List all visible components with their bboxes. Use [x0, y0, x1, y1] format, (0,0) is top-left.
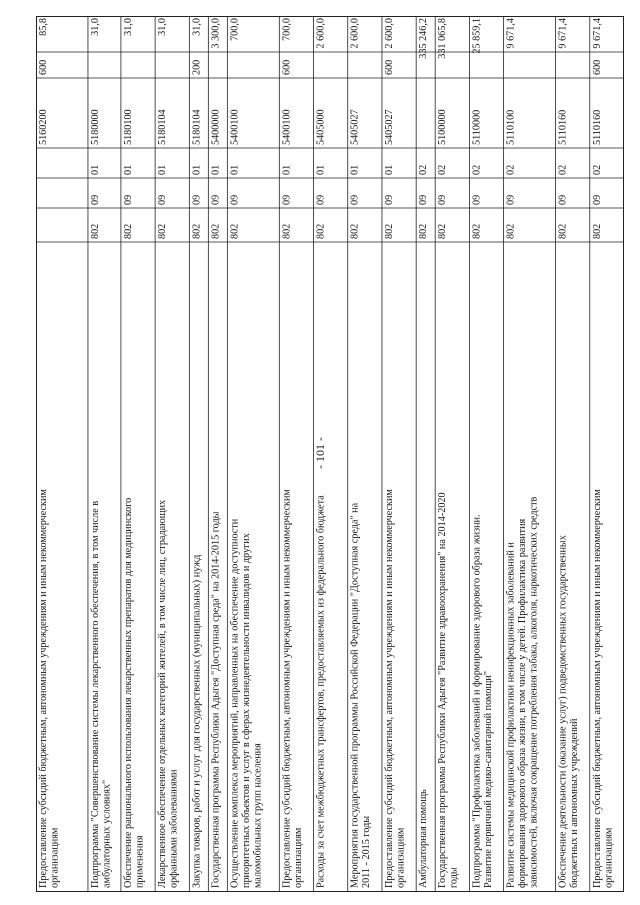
table-row: [208, 16, 221, 892]
cell-csr: 5400000: [210, 109, 222, 145]
cell-vr: 600: [281, 59, 293, 75]
cell-csr: 5100000: [437, 109, 449, 145]
row-name-line: зависимостей, включая сокращение потребления табака, алкоголя, наркотических средств: [528, 496, 540, 888]
cell-csr: 5180104: [157, 109, 169, 145]
cell-rz: 09: [349, 194, 361, 205]
cell-ved: 802: [437, 223, 449, 239]
table-row: [38, 18, 61, 888]
cell-ved: 802: [315, 223, 327, 239]
cell-pr: 01: [281, 164, 293, 175]
cell-rz: 09: [471, 194, 483, 205]
cell-rz: 09: [383, 194, 395, 205]
row-name-line: маломобильных групп населения: [252, 743, 264, 888]
budget-table-svg: [36, 16, 624, 892]
cell-sum: 2 600,0: [349, 18, 361, 49]
cell-rz: 09: [418, 194, 430, 205]
cell-csr: 5400100: [229, 109, 241, 145]
cell-pr: 01: [349, 164, 361, 175]
row-name-line: Развитие системы медицинской профилактики неинфекционных заболеваний и: [505, 542, 517, 888]
cell-ved: 802: [229, 223, 241, 239]
table-row: [314, 16, 327, 892]
cell-csr: 5405027: [349, 109, 361, 145]
row-name-line: орфанными заболеваниями: [168, 769, 180, 888]
row-name-line: 2011 - 2015 годы: [361, 815, 373, 888]
cell-sum: 700,0: [281, 18, 293, 41]
cell-sum: 31,0: [122, 18, 134, 36]
cell-rz: 09: [191, 194, 203, 205]
cell-ved: 802: [89, 223, 101, 239]
cell-csr: 5180000: [89, 109, 101, 145]
cell-csr: 5405027: [383, 109, 395, 145]
table-body: [36, 16, 624, 892]
cell-pr: 01: [383, 164, 395, 175]
row-name-line: Подпрограмма "Профилактика заболеваний и формирование здорового образа жизни.: [471, 514, 483, 888]
row-name-line: Предоставление субсидий бюджетным, автономным учреждениям и иным некоммерческим: [38, 489, 49, 888]
row-name-line: организациям: [395, 827, 407, 888]
cell-ved: 802: [505, 223, 517, 239]
cell-vr: 600: [383, 59, 395, 75]
cell-sum: 25 859,1: [471, 18, 483, 54]
cell-ved: 802: [418, 223, 430, 239]
cell-csr: 5110000: [471, 109, 483, 145]
page-number: - 101 -: [313, 437, 327, 469]
cell-sum: 3 300,0: [210, 18, 222, 49]
cell-ved: 802: [349, 223, 361, 239]
cell-ved: 802: [557, 223, 569, 239]
row-name-line: Государственная программа Республики Адыгея "Доступная среда" на 2014-2015 годы: [210, 511, 222, 888]
row-name-line: Лекарственное обеспечение отдельных категорий жителей, в том числе лиц, страдающих: [157, 499, 169, 888]
cell-ved: 802: [122, 223, 134, 239]
cell-vr: 600: [38, 59, 49, 75]
row-name-line: организациям: [292, 827, 304, 888]
table-row: [227, 16, 263, 892]
cell-sum: 700,0: [229, 18, 241, 41]
cell-pr: 01: [315, 164, 327, 175]
table-row: [469, 16, 494, 892]
row-name-line: годы: [448, 867, 460, 888]
cell-ved: 802: [281, 223, 293, 239]
row-name-line: Государственная программа Республики Адыгея "Развитие здравоохранения" на 2014-2020: [437, 492, 449, 888]
cell-sum: 31,0: [157, 18, 169, 36]
cell-pr: 02: [591, 164, 603, 175]
row-name-line: приоритетных объектов и услуг в сферах жизнедеятельности инвалидов и других: [240, 533, 252, 888]
row-name-line: бюджетных и автономных учреждений: [569, 718, 581, 888]
cell-csr: 5110160: [591, 109, 603, 145]
cell-rz: 09: [505, 194, 517, 205]
cell-sum: 331 065,8: [437, 18, 449, 59]
cell-sum: 85,8: [38, 18, 49, 36]
cell-rz: 09: [122, 194, 134, 205]
row-name-line: Расходы за счет межбюджетных трансфертов, предоставляемых из федерального бюджета: [315, 495, 327, 888]
row-name-line: Обеспечение рационального использования лекарственных препаратов для медицинского: [122, 497, 134, 888]
table-row: [189, 16, 202, 892]
row-name-line: Предоставление субсидий бюджетным, автономным учреждениям и иным некоммерческим: [383, 489, 395, 888]
cell-rz: 09: [557, 194, 569, 205]
cell-ved: 802: [210, 223, 222, 239]
cell-rz: 09: [89, 194, 101, 205]
cell-rz: 09: [315, 194, 327, 205]
cell-csr: 5180104: [191, 109, 203, 145]
cell-sum: 335 246,2: [418, 18, 430, 59]
cell-ved: 802: [591, 223, 603, 239]
table-row: [88, 16, 113, 892]
cell-sum: 9 671,4: [557, 18, 569, 49]
table-row: [556, 16, 581, 892]
cell-pr: 01: [89, 164, 101, 175]
cell-pr: 02: [418, 164, 430, 175]
cell-pr: 01: [210, 164, 222, 175]
cell-rz: 09: [437, 194, 449, 205]
row-name-line: организациям: [49, 827, 61, 888]
cell-rz: 09: [210, 194, 222, 205]
cell-sum: 9 671,4: [591, 18, 603, 49]
row-name-line: Развитие первичной медико-санитарной помощи": [482, 671, 494, 888]
table-row: [590, 16, 615, 892]
row-name-line: Закупка товаров, работ и услуг для государственных (муниципальных) нужд: [191, 554, 203, 888]
cell-vr: 600: [591, 59, 603, 75]
row-name-line: амбулаторных условиях": [101, 779, 113, 888]
row-name-line: Подпрограмма "Совершенствование системы лекарственного обеспечения, в том числе в: [89, 500, 101, 888]
cell-sum: 9 671,4: [505, 18, 517, 49]
cell-rz: 09: [591, 194, 603, 205]
row-name-line: Обеспечение деятельности (оказание услуг) подведомственных государственных: [557, 535, 569, 888]
row-name-line: Амбулаторная помощь: [418, 789, 430, 888]
table-row: [155, 16, 180, 892]
row-name-line: Предоставление субсидий бюджетным, автономным учреждениям и иным некоммерческим: [591, 489, 603, 888]
table-row: [121, 16, 146, 892]
row-name-line: Мероприятия государственной программы Российской Федерации "Доступная среда" на: [349, 502, 361, 888]
cell-pr: 01: [157, 164, 169, 175]
cell-sum: 31,0: [191, 18, 203, 36]
cell-sum: 2 600,0: [383, 18, 395, 49]
cell-ved: 802: [471, 223, 483, 239]
table-row: [435, 16, 460, 892]
cell-pr: 02: [437, 164, 449, 175]
table-row: [382, 16, 407, 892]
budget-table: [36, 16, 624, 892]
cell-rz: 09: [157, 194, 169, 205]
cell-csr: 5160200: [38, 109, 49, 145]
cell-sum: 31,0: [89, 17, 101, 36]
cell-rz: 09: [281, 194, 293, 205]
cell-vr: 200: [191, 59, 203, 75]
cell-csr: 5405000: [315, 109, 327, 145]
cell-pr: 02: [557, 164, 569, 175]
table-row: [416, 16, 429, 892]
row-name-line: применения: [134, 835, 146, 888]
cell-pr: 02: [505, 164, 517, 175]
cell-sum: 2 600,0: [315, 18, 327, 49]
row-name-line: организациям: [603, 827, 615, 888]
cell-pr: 01: [122, 164, 134, 175]
cell-csr: 5110100: [505, 109, 517, 145]
cell-csr: 5400100: [281, 109, 293, 145]
cell-ved: 802: [383, 223, 395, 239]
cell-pr: 01: [229, 164, 241, 175]
table-row: [504, 16, 540, 892]
cell-pr: 02: [471, 164, 483, 175]
row-name-line: Предоставление субсидий бюджетным, автономным учреждениям и иным некоммерческим: [281, 489, 293, 888]
cell-csr: 5110160: [557, 109, 569, 145]
table-row: [279, 16, 303, 892]
table-row: [348, 16, 373, 892]
cell-pr: 01: [191, 164, 203, 175]
row-name-line: формирования здорового образа жизни, в том числе у детей. Профилактика развития: [517, 518, 529, 888]
cell-ved: 802: [191, 223, 203, 239]
row-name-line: Осуществление комплекса мероприятий, направленных на обеспечение доступности: [229, 518, 241, 888]
cell-csr: 5180100: [122, 109, 134, 145]
cell-ved: 802: [157, 223, 169, 239]
cell-rz: 09: [229, 194, 241, 205]
